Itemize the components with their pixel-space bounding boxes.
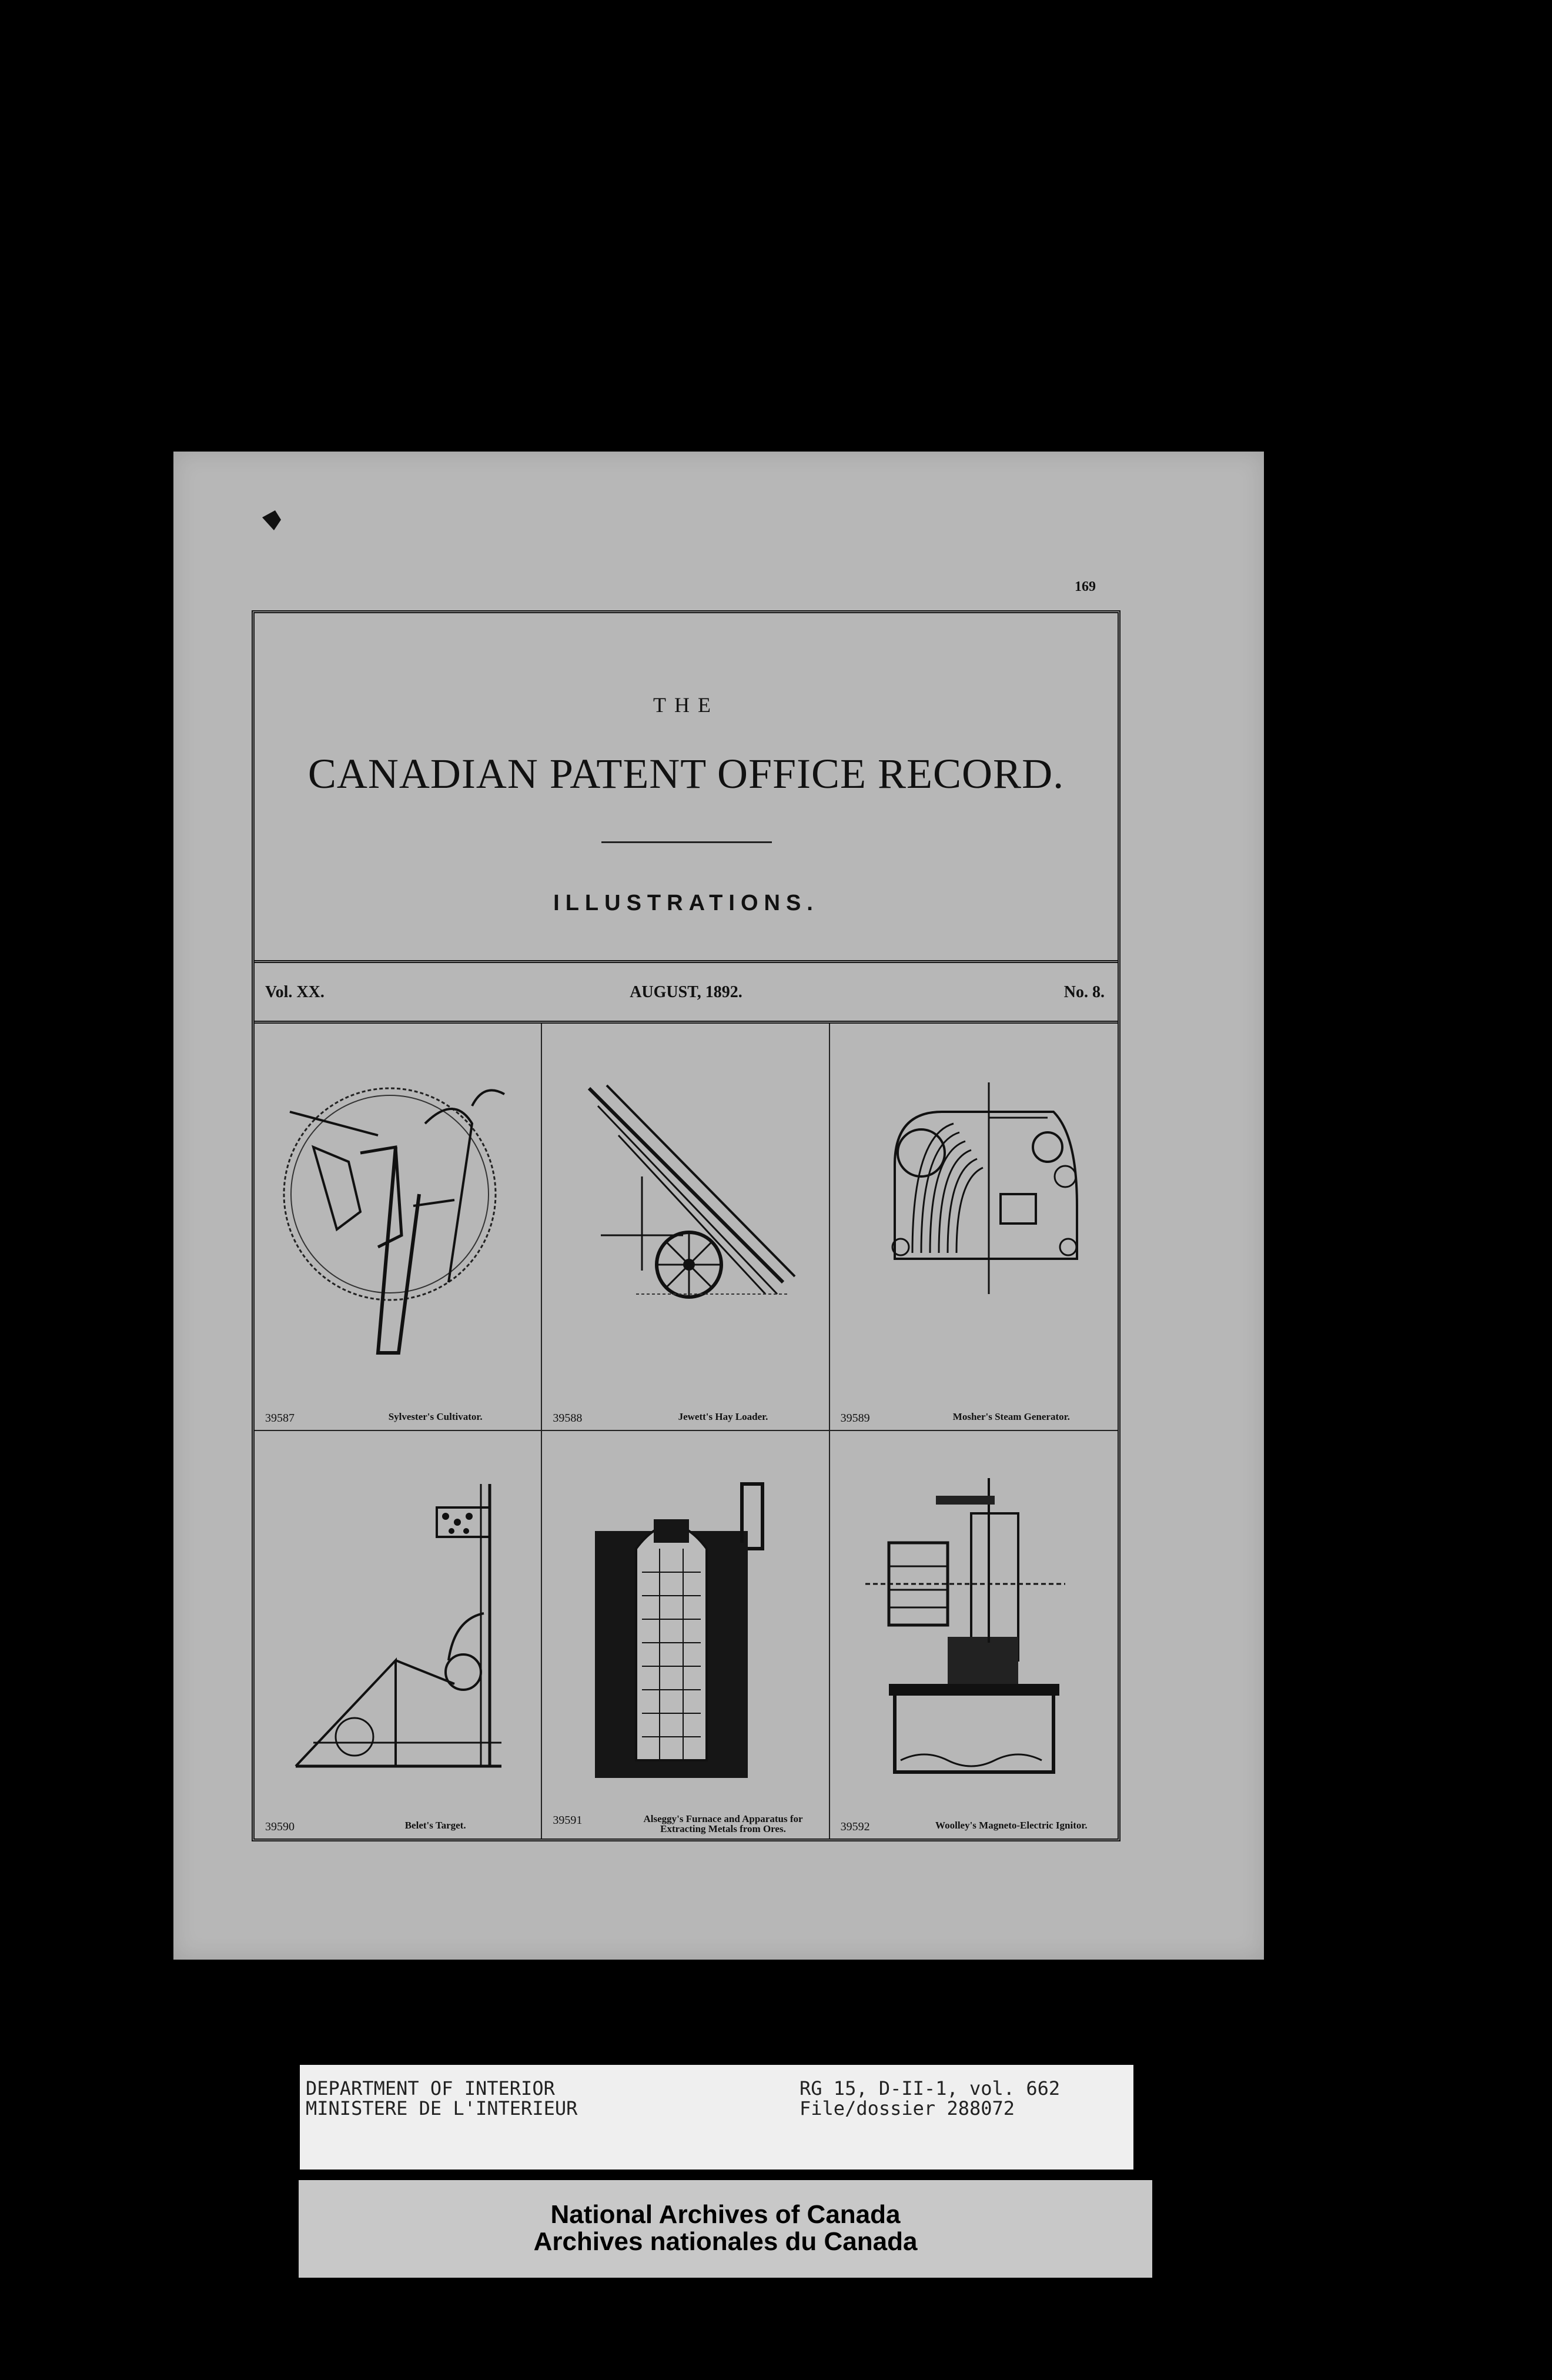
page-title: CANADIAN PATENT OFFICE RECORD. xyxy=(307,750,1065,797)
patent-cell xyxy=(542,1431,829,1839)
patent-name: Sylvester's Cultivator. xyxy=(388,1411,483,1422)
patent-number: 39592 xyxy=(840,1820,870,1833)
patent-caption xyxy=(841,1412,1112,1425)
archive-reference-label xyxy=(300,2065,1133,2170)
issue-date: AUGUST, 1892. xyxy=(630,983,742,1001)
patent-cell xyxy=(542,1024,829,1431)
ink-mark-icon xyxy=(257,507,287,536)
patent-caption xyxy=(553,1814,822,1834)
header-the: THE xyxy=(653,693,719,717)
patent-number: 39587 xyxy=(265,1412,295,1425)
header xyxy=(255,613,1118,960)
ignitor-drawing-icon xyxy=(854,1466,1089,1784)
hay-loader-drawing-icon xyxy=(566,1059,801,1376)
page-number: 169 xyxy=(1075,579,1096,594)
patent-caption xyxy=(553,1412,822,1425)
illustration-grid xyxy=(255,1024,1118,1839)
patent-number: 39589 xyxy=(840,1412,870,1425)
cultivator-drawing-icon xyxy=(278,1059,513,1376)
patent-number: 39591 xyxy=(553,1814,583,1827)
section-title: ILLUSTRATIONS. xyxy=(553,891,819,915)
archive-name-en: National Archives of Canada xyxy=(550,2200,901,2229)
patent-caption xyxy=(265,1412,535,1425)
patent-name: Alseggy's Furnace and Apparatus for Extracting Metals from Ores. xyxy=(643,1813,803,1834)
record-frame xyxy=(252,610,1120,1841)
patent-name: Jewett's Hay Loader. xyxy=(678,1411,768,1422)
patent-cell xyxy=(830,1024,1118,1431)
patent-number: 39590 xyxy=(265,1820,295,1833)
department-fr: MINISTERE DE L'INTERIEUR xyxy=(306,2097,578,2120)
patent-name: Belet's Target. xyxy=(404,1820,466,1831)
patent-name: Mosher's Steam Generator. xyxy=(952,1411,1070,1422)
volume-label: Vol. XX. xyxy=(265,983,325,1001)
target-drawing-icon xyxy=(278,1466,513,1784)
record-group: RG 15, D-II-1, vol. 662 xyxy=(800,2077,1061,2100)
issue-info-bar xyxy=(255,960,1118,1024)
steam-generator-drawing-icon xyxy=(854,1059,1089,1376)
patent-cell xyxy=(830,1431,1118,1839)
title-divider xyxy=(601,841,772,843)
department-en: DEPARTMENT OF INTERIOR xyxy=(306,2077,555,2100)
patent-number: 39588 xyxy=(553,1412,583,1425)
patent-name: Woolley's Magneto-Electric Ignitor. xyxy=(935,1820,1088,1831)
patent-caption xyxy=(841,1820,1112,1834)
patent-caption xyxy=(265,1820,535,1834)
issue-number: No. 8. xyxy=(1063,983,1105,1001)
file-number: File/dossier 288072 xyxy=(800,2097,1015,2120)
patent-cell xyxy=(255,1431,542,1839)
archive-name-fr: Archives nationales du Canada xyxy=(533,2227,918,2256)
patent-cell xyxy=(255,1024,542,1431)
furnace-drawing-icon xyxy=(566,1466,801,1784)
archive-name-label xyxy=(299,2180,1152,2278)
